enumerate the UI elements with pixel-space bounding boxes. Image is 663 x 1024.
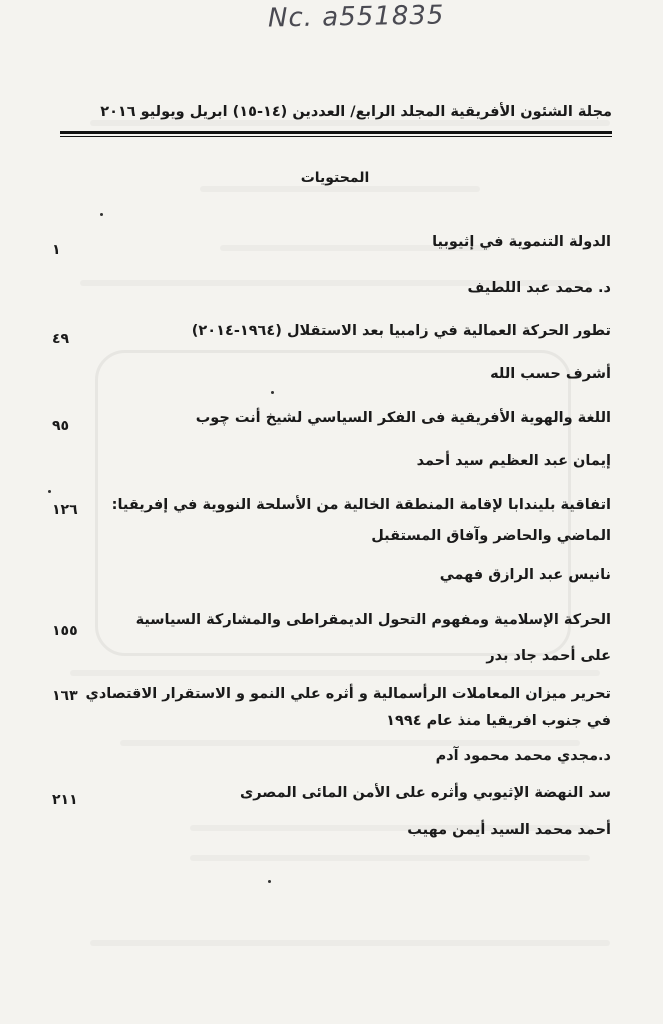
bleed-through-line bbox=[90, 940, 610, 946]
entry-author: أشرف حسب الله bbox=[490, 366, 611, 382]
bleed-through-line bbox=[120, 740, 580, 746]
entry-page-number: ٩٥ bbox=[52, 418, 70, 434]
entry-title: سد النهضة الإثيوبي وأثره على الأمن المائى المصرى bbox=[239, 785, 611, 801]
entry-page-number: ١٥٥ bbox=[52, 623, 78, 639]
entry-title: اللغة والهوية الأفريقية فى الفكر السياسي لشيخ أنت چوب bbox=[195, 410, 611, 426]
bleed-through-line bbox=[90, 120, 610, 126]
bleed-through-line bbox=[200, 186, 480, 192]
entry-title: تحرير ميزان المعاملات الرأسمالية و أثره علي النمو و الاستقرار الاقتصادي bbox=[85, 686, 611, 702]
header-rule-thick bbox=[60, 131, 612, 134]
entry-title: الدولة التنموية في إثيوبيا bbox=[432, 234, 611, 250]
bleed-through-line bbox=[70, 670, 600, 676]
entry-author: إيمان عبد العظيم سيد أحمد bbox=[416, 453, 611, 469]
entry-title: تطور الحركة العمالية في زامبيا بعد الاستقلال (١٩٦٤-٢٠١٤) bbox=[191, 323, 611, 339]
entry-page-number: ١ bbox=[52, 242, 61, 258]
scan-speck bbox=[48, 490, 51, 493]
entry-title-continuation: في جنوب افريقيا منذ عام ١٩٩٤ bbox=[386, 713, 611, 729]
entry-title: اتفاقية بليندابا لإقامة المنطقة الخالية من الأسلحة النووية في إفريقيا: bbox=[111, 497, 611, 513]
scan-speck bbox=[271, 391, 274, 394]
contents-heading: المحتويات bbox=[300, 170, 370, 186]
bleed-through-line bbox=[190, 855, 590, 861]
entry-author: نانيس عبد الرازق فهمي bbox=[439, 567, 611, 583]
journal-header: مجلة الشئون الأفريقية المجلد الرابع/ العددين (١٤-١٥) ابريل ويوليو ٢٠١٦ bbox=[100, 104, 612, 120]
entry-author: د.مجدي محمد محمود آدم bbox=[435, 748, 611, 764]
scan-speck bbox=[268, 880, 271, 883]
entry-author: أحمد محمد السيد أيمن مهيب bbox=[407, 822, 611, 838]
entry-page-number: ٢١١ bbox=[52, 792, 78, 808]
entry-title: الحركة الإسلامية ومفهوم التحول الديمقراطى والمشاركة السياسية bbox=[135, 612, 611, 628]
handwritten-accession-number: Nc. a551835 bbox=[267, 0, 445, 34]
entry-author: على أحمد جاد بدر bbox=[486, 648, 611, 664]
entry-page-number: ٤٩ bbox=[52, 331, 70, 347]
scan-speck bbox=[100, 213, 103, 216]
entry-author: د. محمد عبد اللطيف bbox=[467, 280, 611, 296]
entry-page-number: ١٢٦ bbox=[52, 502, 78, 518]
header-rule-thin bbox=[60, 136, 612, 137]
entry-title-continuation: الماضي والحاضر وآفاق المستقبل bbox=[371, 528, 611, 544]
entry-page-number: ١٦٣ bbox=[52, 688, 78, 704]
